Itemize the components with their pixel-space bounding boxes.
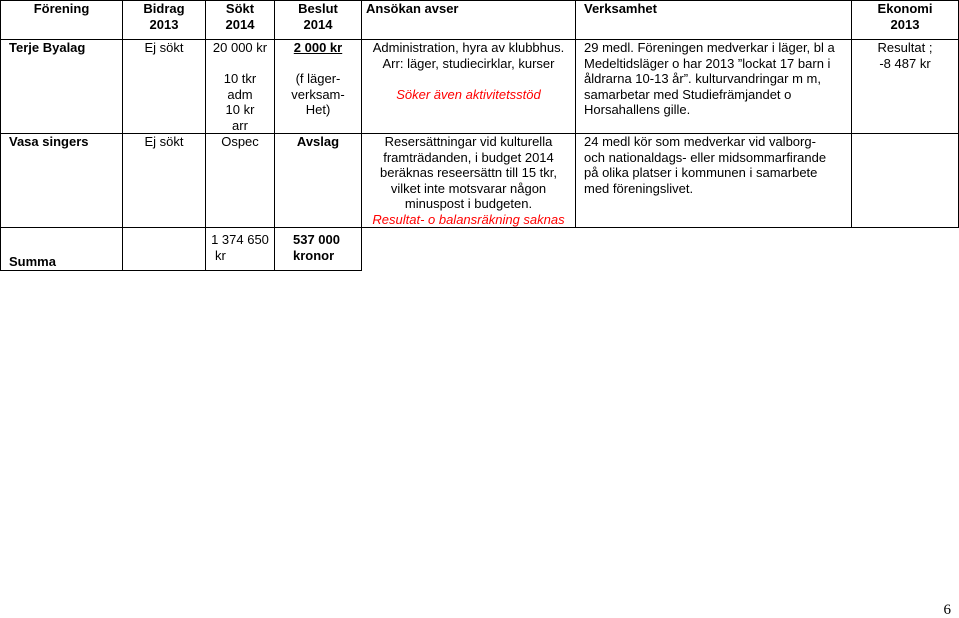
bidrag-cell: Ej sökt xyxy=(123,134,206,228)
page-number: 6 xyxy=(943,602,951,618)
summa-empty-cell xyxy=(576,228,852,271)
grant-table xyxy=(0,0,959,271)
header-row xyxy=(1,1,959,40)
header-ansokan: Ansökan avser xyxy=(362,1,576,40)
ansokan-cell: Resersättningar vid kulturella framträdanden, i budget 2014 beräknas reseersättn till 15 tkr, vilket inte motsvarar någon minuspost i budgeten. Resultat- o balansräkning saknas xyxy=(362,134,576,228)
sokt-cell: Ospec xyxy=(206,134,275,228)
summa-bidrag-cell xyxy=(123,228,206,271)
beslut-cell: Avslag xyxy=(275,134,362,228)
header-sokt: Sökt 2014 xyxy=(206,1,275,40)
forening-cell: Terje Byalag xyxy=(1,40,123,134)
ansokan-cell: Administration, hyra av klubbhus. Arr: läger, studiecirklar, kurser Söker även aktivitetsstöd xyxy=(362,40,576,134)
summa-row xyxy=(1,228,959,271)
header-ekonomi: Ekonomi 2013 xyxy=(852,1,959,40)
header-bidrag: Bidrag 2013 xyxy=(123,1,206,40)
summa-label: Summa xyxy=(1,228,123,271)
header-verksamhet: Verksamhet xyxy=(576,1,852,40)
header-forening: Förening xyxy=(1,1,123,40)
ekonomi-cell: Resultat ; -8 487 kr xyxy=(852,40,959,134)
sokt-cell: 20 000 kr 10 tkr adm 10 kr arr xyxy=(206,40,275,134)
forening-cell: Vasa singers xyxy=(1,134,123,228)
verksamhet-cell: 24 medl kör som medverkar vid valborg- och nationaldags- eller midsommarfirande på olika platser i kommunen i samarbete med föreningslivet. xyxy=(576,134,852,228)
ekonomi-cell xyxy=(852,134,959,228)
summa-empty-cell xyxy=(852,228,959,271)
beslut-cell: 2 000 kr (f läger- verksam- Het) xyxy=(275,40,362,134)
header-beslut: Beslut 2014 xyxy=(275,1,362,40)
summa-sokt-cell: 1 374 650 kr xyxy=(206,228,275,271)
summa-beslut-cell: 537 000 kronor xyxy=(275,228,362,271)
summa-empty-cell xyxy=(362,228,576,271)
table-row xyxy=(1,40,959,134)
verksamhet-cell: 29 medl. Föreningen medverkar i läger, bl a Medeltidsläger o har 2013 ”lockat 17 barn i åldrarna 10-13 år”. kulturvandringar m m, samarbetar med Studiefrämjandet o Horsahallens gille. xyxy=(576,40,852,134)
bidrag-cell: Ej sökt xyxy=(123,40,206,134)
table-row xyxy=(1,134,959,228)
